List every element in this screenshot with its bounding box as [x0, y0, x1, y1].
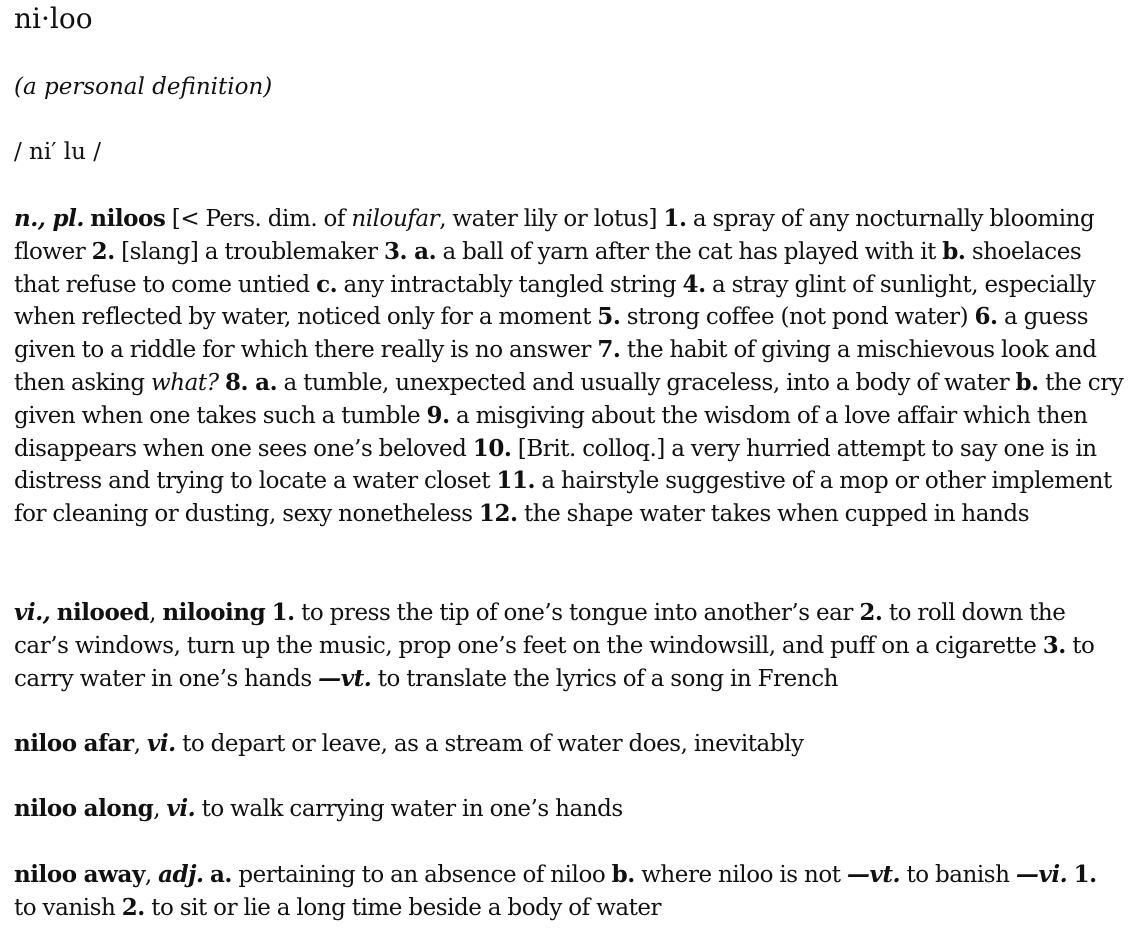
bold-run: —vt.	[846, 861, 901, 888]
text-run: ,	[133, 731, 147, 757]
italic-run: niloufar	[351, 206, 440, 232]
bold-run: 9.	[426, 401, 450, 429]
text-run: to walk carrying water in one’s hands	[195, 796, 623, 822]
italic-run: what?	[151, 369, 219, 396]
bold-run: 6.	[974, 303, 998, 331]
verb-entry	[14, 597, 1124, 695]
bold-run: niloo afar	[14, 730, 134, 757]
bold-run: nilooing	[162, 599, 266, 626]
bold-run: 1.	[663, 205, 687, 232]
headword: ni·loo	[14, 2, 93, 35]
bold-run: vi.	[166, 795, 196, 822]
bold-run: 7.	[597, 336, 621, 364]
text-run: to translate the lyrics of a song in French	[371, 665, 838, 692]
bold-run: 2.	[121, 893, 145, 921]
bold-run: a.	[209, 861, 232, 888]
bold-run: 12.	[478, 500, 518, 528]
text-run: to roll down the car’s windows, turn up the music, prop one’s feet on the windowsill, and puff on a cigarette	[14, 600, 1066, 659]
text-run: [Brit. colloq.] a very hurried attempt to say one is in distress and trying to locate a water closet	[14, 435, 1097, 495]
bold-run: 5.	[597, 303, 621, 331]
bold-run: niloo away	[14, 861, 145, 888]
bold-run: niloos	[90, 205, 166, 232]
bold-run: niloo along	[14, 795, 154, 822]
text-run: the cry given when one takes such a tumble	[14, 369, 1124, 429]
bold-run: b.	[611, 861, 635, 888]
bold-run: 10.	[472, 434, 512, 462]
text-run: strong coffee (not pond water)	[620, 304, 975, 331]
bold-run: 8. a.	[224, 368, 278, 396]
text-run: to press the tip of one’s tongue into another’s ear	[294, 600, 860, 626]
text-run: ,	[144, 862, 159, 888]
bold-run: b.	[1015, 368, 1039, 396]
bold-run: 1.	[271, 599, 295, 626]
text-run: a stray glint of sunlight, especially when reflected by water, noticed only for a moment	[14, 271, 1096, 331]
text-run: [< Pers. dim. of	[165, 206, 352, 232]
bold-run: 3. a.	[383, 237, 437, 265]
text-run: to depart or leave, as a stream of water does, inevitably	[175, 731, 804, 757]
text-run: to banish	[900, 862, 1016, 888]
text-run: to vanish	[14, 894, 122, 921]
bold-run: 3.	[1042, 631, 1066, 659]
noun-entry	[14, 203, 1124, 531]
text-run: any intractably tangled string	[337, 271, 683, 298]
bold-run: 4.	[682, 270, 706, 298]
text-run: a hairstyle suggestive of a mop or other implement for cleaning or dusting, sexy nonetheless	[14, 468, 1112, 528]
bold-run: —vt.	[318, 664, 372, 692]
text-run: a guess given to a riddle for which there really is no answer	[14, 304, 1089, 364]
text-run: [slang] a troublemaker	[114, 238, 384, 265]
bold-run: adj.	[158, 861, 204, 888]
text-run: to carry water in one’s hands	[14, 632, 1095, 692]
bold-run: vi.	[146, 730, 176, 757]
bold-run: c.	[316, 270, 338, 298]
text-run: a ball of yarn after the cat has played with it	[436, 238, 943, 265]
text-run: to sit or lie a long time beside a body of water	[144, 894, 662, 921]
niloo-afar-entry	[14, 728, 1124, 761]
text-run: shoelaces that refuse to come untied	[14, 238, 1082, 298]
subtitle: (a personal definition)	[14, 74, 273, 100]
text-run: ,	[153, 796, 167, 822]
bold-run: vi.,	[14, 599, 51, 626]
text-run: a misgiving about the wisdom of a love affair which then disappears when one sees one’s beloved	[14, 402, 1088, 462]
bold-run: nilooed	[56, 599, 150, 626]
bold-run: n., pl.	[14, 205, 84, 232]
bold-run: 11.	[496, 467, 536, 495]
bold-run: b.	[942, 237, 966, 265]
text-run: the habit of giving a mischievous look and then asking	[14, 337, 1097, 396]
text-run: where niloo is not	[634, 862, 847, 888]
text-run: , water lily or lotus]	[439, 206, 664, 232]
text-run: a tumble, unexpected and usually graceless, into a body of water	[277, 369, 1016, 396]
niloo-away-entry	[14, 859, 1124, 925]
text-run: pertaining to an absence of niloo	[232, 862, 612, 888]
bold-run: —vi.	[1015, 861, 1068, 888]
bold-run: 1.	[1073, 861, 1097, 888]
bold-run: 2.	[91, 237, 115, 265]
text-run: the shape water takes when cupped in hands	[517, 501, 1030, 528]
text-run: ,	[149, 600, 163, 626]
text-run: a spray of any nocturnally blooming flower	[14, 206, 1095, 265]
niloo-along-entry	[14, 793, 1124, 826]
bold-run: 2.	[859, 599, 883, 626]
pronunciation: / ni′ lu /	[14, 139, 101, 165]
